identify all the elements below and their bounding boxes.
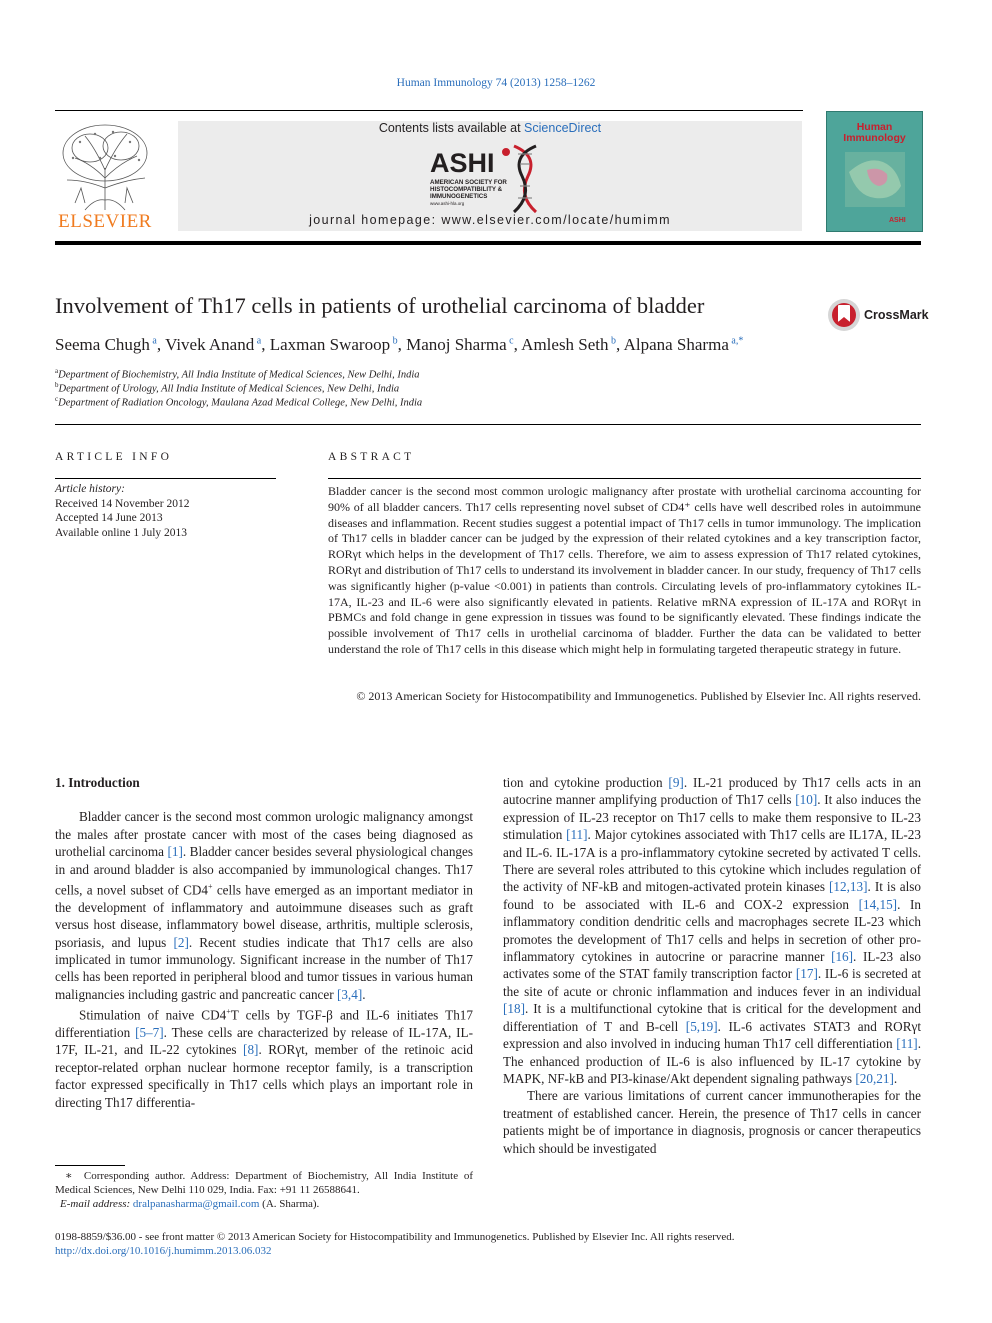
citation-link[interactable]: [5–7]	[135, 1025, 164, 1041]
email-line	[55, 1197, 473, 1211]
title-block-rule	[55, 424, 921, 425]
journal-reference[interactable]: Human Immunology 74 (2013) 1258–1262	[396, 77, 596, 89]
citation-link[interactable]: [9]	[668, 775, 684, 790]
affiliation-a-text: Department of Biochemistry, All India Institute of Medical Sciences, New Delhi, India	[58, 369, 420, 381]
ashi-acronym: ASHI	[430, 148, 495, 178]
accepted-date: Accepted 14 June 2013	[55, 512, 163, 524]
article-info-rule	[55, 478, 276, 479]
front-matter-line: 0198-8859/$36.00 - see front matter © 2013 American Society for Histocompatibility and Immunogenetics. Published by Elsevier Inc. All rights reserved.	[55, 1231, 735, 1243]
journal-cover-image	[826, 111, 923, 232]
superscript: +	[208, 882, 213, 892]
abstract-copyright: © 2013 American Society for Histocompatibility and Immunogenetics. Published by Elsevier Inc. All rights reserved.	[356, 689, 921, 703]
affiliation-a	[55, 367, 420, 381]
journal-homepage[interactable]: journal homepage: www.elsevier.com/locate/humimm	[309, 213, 671, 227]
history-label: Article history:	[55, 483, 125, 495]
affiliation-c-text: Department of Radiation Oncology, Maulana Azad Medical College, New Delhi, India	[58, 397, 423, 409]
article-history	[55, 482, 285, 540]
citation-link[interactable]: [12,13]	[829, 879, 868, 895]
citation-link[interactable]: [3,4]	[336, 986, 363, 1002]
author-name: Laxman Swaroop	[269, 335, 391, 354]
contents-line	[178, 121, 802, 135]
body-paragraph: Bladder cancer is the second most common urologic malignancy amongst the males after prostate cancer with most of the cases being diagnosed as urothelial carcinoma [1]. Bladder cancer besides several physiological changes in and around bladder is also accompanied by immunological changes. Th17 cells, a novel subset of CD4+ cells have emerged as an important mediator in the development of inflammatory and autoimmune diseases such as graft versus host disease, inflammatory bowel disease, arthritis, multiple sclerosis, psoriasis, and lupus [2]. Recent studies indicate that Th17 cells are also implicated in tumor immunology. Significant increase in the number of Th17 cells has been reported in peripheral blood and tumor tissues in various human malignancies including gastric and pancreatic cancer [3,4].	[55, 809, 473, 1002]
citation-link[interactable]: [18]	[503, 1001, 525, 1017]
right-column-paragraphs	[503, 774, 921, 1157]
elsevier-tree-logo	[55, 118, 155, 213]
author-name: Alpana Sharma	[623, 335, 729, 354]
ashi-name-line-1: AMERICAN SOCIETY FOR	[430, 179, 507, 186]
citation-link[interactable]: [2]	[173, 934, 189, 950]
email-suffix: (A. Sharma).	[259, 1198, 320, 1211]
ashi-name-line-3: IMMUNOGENETICS	[430, 193, 488, 200]
citation-link[interactable]: [17]	[795, 966, 818, 982]
online-date: Available online 1 July 2013	[55, 526, 188, 539]
citation-link[interactable]: [5,19]	[685, 1018, 718, 1034]
left-column-paragraphs	[55, 808, 473, 1111]
cover-title-line-2: Immunology	[843, 132, 906, 144]
affiliation-b	[55, 381, 399, 395]
section-heading-introduction: 1. Introduction	[55, 775, 140, 790]
article-info-heading: ARTICLE INFO	[55, 451, 173, 463]
citation-link[interactable]: [14,15]	[858, 896, 898, 912]
author-affiliation-marker[interactable]: a	[254, 335, 262, 347]
author-affiliation-marker[interactable]: a,*	[728, 335, 744, 347]
corresponding-author-footnote	[55, 1169, 473, 1212]
citation-link[interactable]: [1]	[167, 844, 183, 860]
author-list: Seema Chugh $^a$, Vivek Anand $^a$, Laxman Swaroop $^b$, Manoj Sharma $^c$, Amlesh Seth $^b$, Alpana Sharma $^{a,*}$	[55, 335, 744, 354]
author-affiliation-marker[interactable]: b	[390, 335, 398, 347]
cover-title-line-1: Human	[856, 121, 893, 133]
author-affiliation-marker[interactable]: b	[608, 335, 617, 347]
citation-link[interactable]: [8]	[243, 1042, 259, 1058]
citation-link[interactable]: [11]	[566, 827, 588, 843]
body-paragraph: Stimulation of naive CD4+T cells by TGF-β and IL-6 initiates Th17 differentiation [5–7]. These cells are characterized by release of IL-17A, IL-17F, IL-21, and IL-22 cytokines [8]. RORγt, member of the retinoic acid receptor-related orphan nuclear hormone receptor family, is a transcription factor expressed specifically in Th17 cells which plays an important role in directing Th17 differentia-	[55, 1007, 473, 1110]
citation-link[interactable]: [16]	[831, 949, 854, 965]
body-column-right	[503, 774, 921, 1157]
author-name: Vivek Anand	[165, 335, 255, 354]
body-paragraph: tion and cytokine production [9]. IL-21 produced by Th17 cells acts in an autocrine manner amplifying production of Th17 cells [10]. It also induces the expression of IL-23 receptor on Th17 cells to make them responsive to IL-23 stimulation [11]. Major cytokines associated with Th17 cells are IL17A, IL-23 and IL-6. IL-17A is a pro-inflammatory cytokine secreted by activated T cells. There are several roles attributed to this cytokine which includes regulation of the activity of NF-kB and mitogen-activated protein kinases [12,13]. It is also found to be associated with IL-6 and COX-2 expression [14,15]. In inflammatory condition dendritic cells and macrophages secrete IL-23 which promotes the development of Th17 cells and helps in secretion of other pro-inflammatory cytokines in autocrine or paracrine manner [16]. IL-23 also activates some of the STAT family transcription factor [17]. IL-6 is secreted at the site of acute or chronic inflammation and induces fever in an individual [18]. It is a multifunctional cytokine that is critical for the development and differentiation of T and B-cell [5,19]. IL-6 activates STAT3 and RORγt expression and also involved in inducing human Th17 cell differentiation [11]. The enhanced production of IL-6 is also influenced by IL-17 cytokine by MAPK, NF-kB and PI3-kinase/Akt dependent signaling pathways [20,21].	[503, 775, 921, 1086]
sciencedirect-link[interactable]: ScienceDirect	[524, 121, 602, 135]
contents-prefix: Contents lists available at	[378, 121, 525, 135]
elsevier-wordmark: ELSEVIER	[58, 211, 152, 232]
doi-link[interactable]: http://dx.doi.org/10.1016/j.humimm.2013.06.032	[55, 1245, 272, 1257]
citation-link[interactable]: [11]	[896, 1036, 918, 1052]
email-link[interactable]: dralpanasharma@gmail.com	[132, 1198, 260, 1211]
ashi-url: www.ashi-hla.org	[430, 201, 465, 206]
corresponding-author-note: ∗ Corresponding author. Address: Department of Biochemistry, All India Institute of Medical Sciences, New Delhi 110 029, India. Fax: +91 11 26588641.	[55, 1170, 473, 1197]
superscript: +	[226, 1007, 231, 1017]
citation-link[interactable]: [20,21]	[855, 1070, 894, 1086]
author-name: Seema Chugh	[55, 335, 150, 354]
header-rule	[55, 110, 803, 111]
affiliation-b-text: Department of Urology, All India Institute of Medical Sciences, New Delhi, India	[58, 383, 400, 395]
abstract-rule	[328, 478, 921, 479]
author-affiliation-marker[interactable]: c	[506, 335, 514, 347]
header-thick-rule	[55, 241, 921, 245]
author-affiliation-marker[interactable]: a	[149, 335, 157, 347]
affiliation-c	[55, 395, 422, 409]
affiliation-b-marker: b	[55, 381, 59, 389]
ashi-logo	[428, 142, 558, 216]
article-title: Involvement of Th17 cells in patients of urothelial carcinoma of bladder	[55, 293, 705, 318]
abstract-text: Bladder cancer is the second most common urologic malignancy after prostate with urothelial carcinoma accounting for 90% of all bladder cancers. Th17 cells representing novel subset of CD4⁺ cells have well described roles in autoimmune diseases and inflammation. Recent studies suggest a potential impact of Th17 cells in tumor immunology. The implication of Th17 cells in bladder cancer can be judged by the expression of their related cytokines and a key transcription factor, RORγt which helps in the development of Th17 cells. Therefore, we aim to assess expression of Th17 related cytokines, RORγt and distribution of Th17 cells to understand its involvement in bladder cancer. In our study, frequency of Th17 cells was significantly higher (p-value <0.001) in patients than controls. Circulating levels of pro-inflammatory cytokines IL-17A, IL-23 and IL-6 were also significantly elevated in patients. Relative mRNA expression of IL-17A and RORγt in PBMCs and fold change in gene expression in tissues was found to be significantly elevated. These findings indicate the possible involvement of Th17 cells in urothelial carcinoma of bladder. Further the data can be validated to better understand the role of Th17 cells in this disease which might help in formulating targeted therapeutic strategy in future.	[328, 484, 921, 656]
author-name: Manoj Sharma	[406, 335, 507, 354]
ashi-name-line-2: HISTOCOMPATIBILITY &	[430, 186, 503, 193]
corresponding-author-text: Corresponding author. Address: Department of Biochemistry, All India Institute of Medical Sciences, New Delhi 110 029, India. Fax: +91 11 26588641.	[55, 1170, 473, 1197]
abstract-heading: ABSTRACT	[328, 451, 415, 463]
crossmark-icon[interactable]	[826, 297, 862, 333]
received-date: Received 14 November 2012	[55, 497, 190, 510]
crossmark-label[interactable]: CrossMark	[864, 308, 929, 322]
body-paragraph: There are various limitations of current cancer immunotherapies for the treatment of established cancer. Herein, the presence of Th17 cells in cancer patients might be of importance in diagnosis, prognosis or cancer therapeutics which should be investigated	[503, 1088, 921, 1156]
citation-link[interactable]: [10]	[795, 792, 818, 808]
footnote-rule	[55, 1165, 125, 1166]
affiliation-a-marker: a	[55, 367, 59, 375]
front-matter	[55, 1230, 921, 1258]
affiliation-c-marker: c	[55, 395, 59, 403]
body-column-left	[55, 774, 473, 1111]
svg-text:ASHI: ASHI	[889, 217, 906, 224]
author-name: Amlesh Seth	[521, 335, 609, 354]
email-label: E-mail address:	[60, 1198, 131, 1211]
